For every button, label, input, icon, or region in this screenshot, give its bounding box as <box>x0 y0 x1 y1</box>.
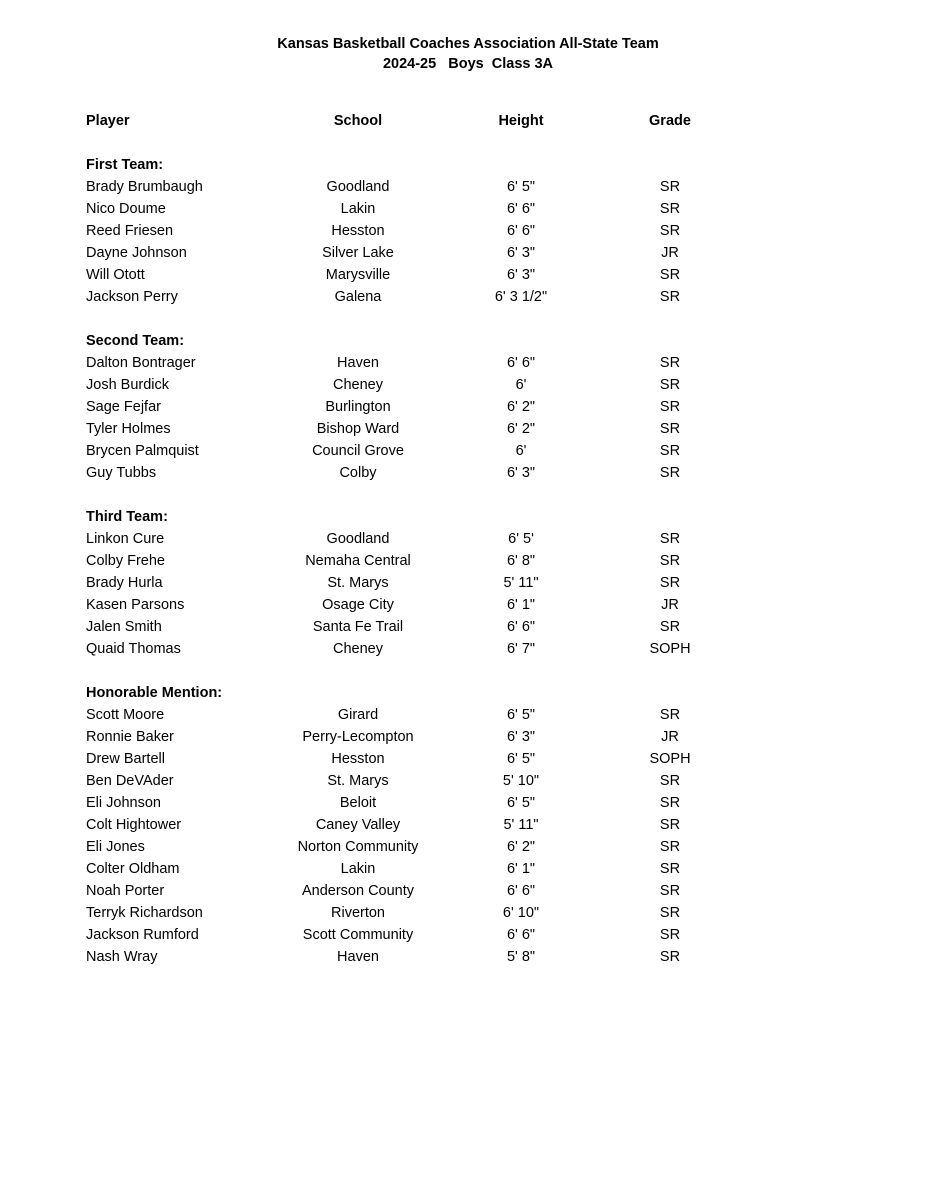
player-grade: SR <box>659 179 681 195</box>
section-heading-row <box>0 506 928 528</box>
player-grade: SR <box>659 377 681 393</box>
player-height: 6' <box>515 443 527 459</box>
player-height: 6' 8" <box>506 553 536 569</box>
player-name: Colby Frehe <box>86 553 165 569</box>
player-grade: SR <box>659 839 681 855</box>
player-height: 6' 5" <box>506 751 536 767</box>
school-name: Riverton <box>331 905 385 921</box>
player-name: Dayne Johnson <box>86 245 187 261</box>
player-grade: JR <box>661 245 679 261</box>
player-height: 6' 5' <box>508 531 534 547</box>
school-name: Bishop Ward <box>316 421 400 437</box>
player-name: Colt Hightower <box>86 817 182 833</box>
table-row <box>0 726 928 748</box>
player-grade: SR <box>659 773 681 789</box>
player-grade: SR <box>659 465 681 481</box>
player-name: Josh Burdick <box>86 377 170 393</box>
player-name: Jalen Smith <box>86 619 162 635</box>
school-name: Haven <box>337 949 379 965</box>
player-height: 6' 2" <box>506 421 536 437</box>
school-name: Hesston <box>331 223 385 239</box>
table-row <box>0 396 928 418</box>
player-name: Brycen Palmquist <box>86 443 199 459</box>
table-row <box>0 616 928 638</box>
player-grade: JR <box>661 729 679 745</box>
player-height: 6' 3" <box>506 245 536 261</box>
section-title: Third Team: <box>86 509 168 525</box>
school-name: Osage City <box>322 597 394 613</box>
school-name: Cheney <box>333 641 383 657</box>
section-heading-row <box>0 682 928 704</box>
table-row <box>0 440 928 462</box>
school-name: Burlington <box>325 399 391 415</box>
table-row <box>0 220 928 242</box>
player-height: 6' 5" <box>506 707 536 723</box>
table-row <box>0 858 928 880</box>
table-row <box>0 814 928 836</box>
player-name: Brady Brumbaugh <box>86 179 203 195</box>
player-height: 6' 6" <box>506 883 536 899</box>
player-name: Drew Bartell <box>86 751 165 767</box>
player-name: Scott Moore <box>86 707 165 723</box>
player-grade: SR <box>659 795 681 811</box>
section-title: First Team: <box>86 157 164 173</box>
player-grade: SR <box>659 619 681 635</box>
player-grade: SR <box>659 817 681 833</box>
player-height: 6' 6" <box>506 619 536 635</box>
player-grade: SR <box>659 399 681 415</box>
table-row <box>0 176 928 198</box>
table-row <box>0 836 928 858</box>
school-name: St. Marys <box>327 773 389 789</box>
table-row <box>0 462 928 484</box>
school-name: Haven <box>337 355 379 371</box>
player-grade: SR <box>659 949 681 965</box>
player-height: 5' 8" <box>506 949 536 965</box>
player-grade: SR <box>659 443 681 459</box>
school-name: Girard <box>337 707 379 723</box>
player-name: Will Otott <box>86 267 145 283</box>
player-name: Quaid Thomas <box>86 641 181 657</box>
player-height: 5' 10" <box>502 773 540 789</box>
school-name: Anderson County <box>301 883 415 899</box>
column-header-player: Player <box>86 113 130 129</box>
column-header-grade: Grade <box>649 113 691 129</box>
player-height: 6' 7" <box>506 641 536 657</box>
player-name: Reed Friesen <box>86 223 174 239</box>
player-height: 6' 5" <box>506 179 536 195</box>
school-name: Lakin <box>340 201 376 217</box>
table-row <box>0 374 928 396</box>
player-grade: SR <box>659 575 681 591</box>
player-grade: SOPH <box>649 641 691 657</box>
table-header-row <box>0 110 928 132</box>
school-name: Galena <box>334 289 382 305</box>
table-row <box>0 418 928 440</box>
player-grade: JR <box>661 597 679 613</box>
player-height: 6' 3 1/2" <box>494 289 548 305</box>
school-name: Scott Community <box>302 927 414 943</box>
player-name: Ben DeVAder <box>86 773 174 789</box>
player-name: Eli Johnson <box>86 795 161 811</box>
school-name: Goodland <box>326 531 390 547</box>
player-grade: SR <box>659 905 681 921</box>
section-spacer <box>0 308 928 330</box>
table-row <box>0 572 928 594</box>
table-row <box>0 550 928 572</box>
table-row <box>0 704 928 726</box>
column-header-height: Height <box>498 113 544 129</box>
school-name: Caney Valley <box>315 817 401 833</box>
player-grade: SR <box>659 421 681 437</box>
document-title <box>0 34 928 74</box>
player-height: 6' 6" <box>506 201 536 217</box>
player-name: Ronnie Baker <box>86 729 174 745</box>
player-height: 6' 6" <box>506 223 536 239</box>
player-name: Brady Hurla <box>86 575 163 591</box>
player-grade: SR <box>659 223 681 239</box>
table-row <box>0 770 928 792</box>
section-title: Second Team: <box>86 333 185 349</box>
player-name: Dalton Bontrager <box>86 355 196 371</box>
table-row <box>0 924 928 946</box>
table-row <box>0 352 928 374</box>
player-height: 6' 1" <box>506 861 536 877</box>
player-height: 6' 1" <box>506 597 536 613</box>
table-row <box>0 638 928 660</box>
table-row <box>0 242 928 264</box>
player-name: Colter Oldham <box>86 861 180 877</box>
school-name: Silver Lake <box>322 245 394 261</box>
school-name: Cheney <box>333 377 383 393</box>
school-name: Perry-Lecompton <box>302 729 414 745</box>
player-grade: SR <box>659 553 681 569</box>
player-grade: SR <box>659 531 681 547</box>
section-heading-row <box>0 154 928 176</box>
table-row <box>0 264 928 286</box>
player-height: 6' 10" <box>502 905 540 921</box>
player-name: Eli Jones <box>86 839 145 855</box>
title-line-2: 2024-25 Boys Class 3A <box>382 56 554 72</box>
title-line-1: Kansas Basketball Coaches Association All-State Team <box>277 36 659 52</box>
player-height: 6' 3" <box>506 729 536 745</box>
player-name: Nico Doume <box>86 201 166 217</box>
player-height: 5' 11" <box>503 575 539 591</box>
player-grade: SR <box>659 201 681 217</box>
player-height: 6' 2" <box>506 399 536 415</box>
school-name: Colby <box>339 465 377 481</box>
player-grade: SR <box>659 927 681 943</box>
column-header-school: School <box>333 113 383 129</box>
player-height: 6' 5" <box>506 795 536 811</box>
table-row <box>0 792 928 814</box>
player-grade: SR <box>659 707 681 723</box>
player-name: Kasen Parsons <box>86 597 185 613</box>
player-height: 6' 6" <box>506 927 536 943</box>
school-name: Hesston <box>331 751 385 767</box>
school-name: Beloit <box>339 795 377 811</box>
section-spacer <box>0 660 928 682</box>
player-grade: SR <box>659 355 681 371</box>
player-height: 6' 6" <box>506 355 536 371</box>
player-height: 6' 3" <box>506 267 536 283</box>
player-grade: SOPH <box>649 751 691 767</box>
section-heading-row <box>0 330 928 352</box>
player-name: Linkon Cure <box>86 531 165 547</box>
player-name: Guy Tubbs <box>86 465 157 481</box>
school-name: Santa Fe Trail <box>312 619 404 635</box>
table-row <box>0 880 928 902</box>
player-height: 5' 11" <box>503 817 539 833</box>
section-title: Honorable Mention: <box>86 685 223 701</box>
school-name: Council Grove <box>312 443 404 459</box>
table-row <box>0 528 928 550</box>
player-height: 6' 3" <box>506 465 536 481</box>
table-row <box>0 286 928 308</box>
player-name: Jackson Perry <box>86 289 178 305</box>
school-name: Lakin <box>340 861 376 877</box>
section-spacer <box>0 484 928 506</box>
player-height: 6' <box>515 377 527 393</box>
table-row <box>0 198 928 220</box>
player-name: Sage Fejfar <box>86 399 161 415</box>
table-row <box>0 946 928 968</box>
player-grade: SR <box>659 267 681 283</box>
school-name: Goodland <box>326 179 390 195</box>
section-spacer <box>0 132 928 154</box>
player-height: 6' 2" <box>506 839 536 855</box>
player-name: Nash Wray <box>86 949 158 965</box>
table-row <box>0 748 928 770</box>
table-row <box>0 594 928 616</box>
player-grade: SR <box>659 883 681 899</box>
school-name: Norton Community <box>297 839 419 855</box>
school-name: Marysville <box>325 267 391 283</box>
player-name: Terryk Richardson <box>86 905 203 921</box>
roster-table <box>0 110 928 968</box>
school-name: Nemaha Central <box>305 553 411 569</box>
table-row <box>0 902 928 924</box>
player-name: Tyler Holmes <box>86 421 171 437</box>
school-name: St. Marys <box>327 575 389 591</box>
player-name: Jackson Rumford <box>86 927 199 943</box>
player-name: Noah Porter <box>86 883 165 899</box>
player-grade: SR <box>659 289 681 305</box>
player-grade: SR <box>659 861 681 877</box>
